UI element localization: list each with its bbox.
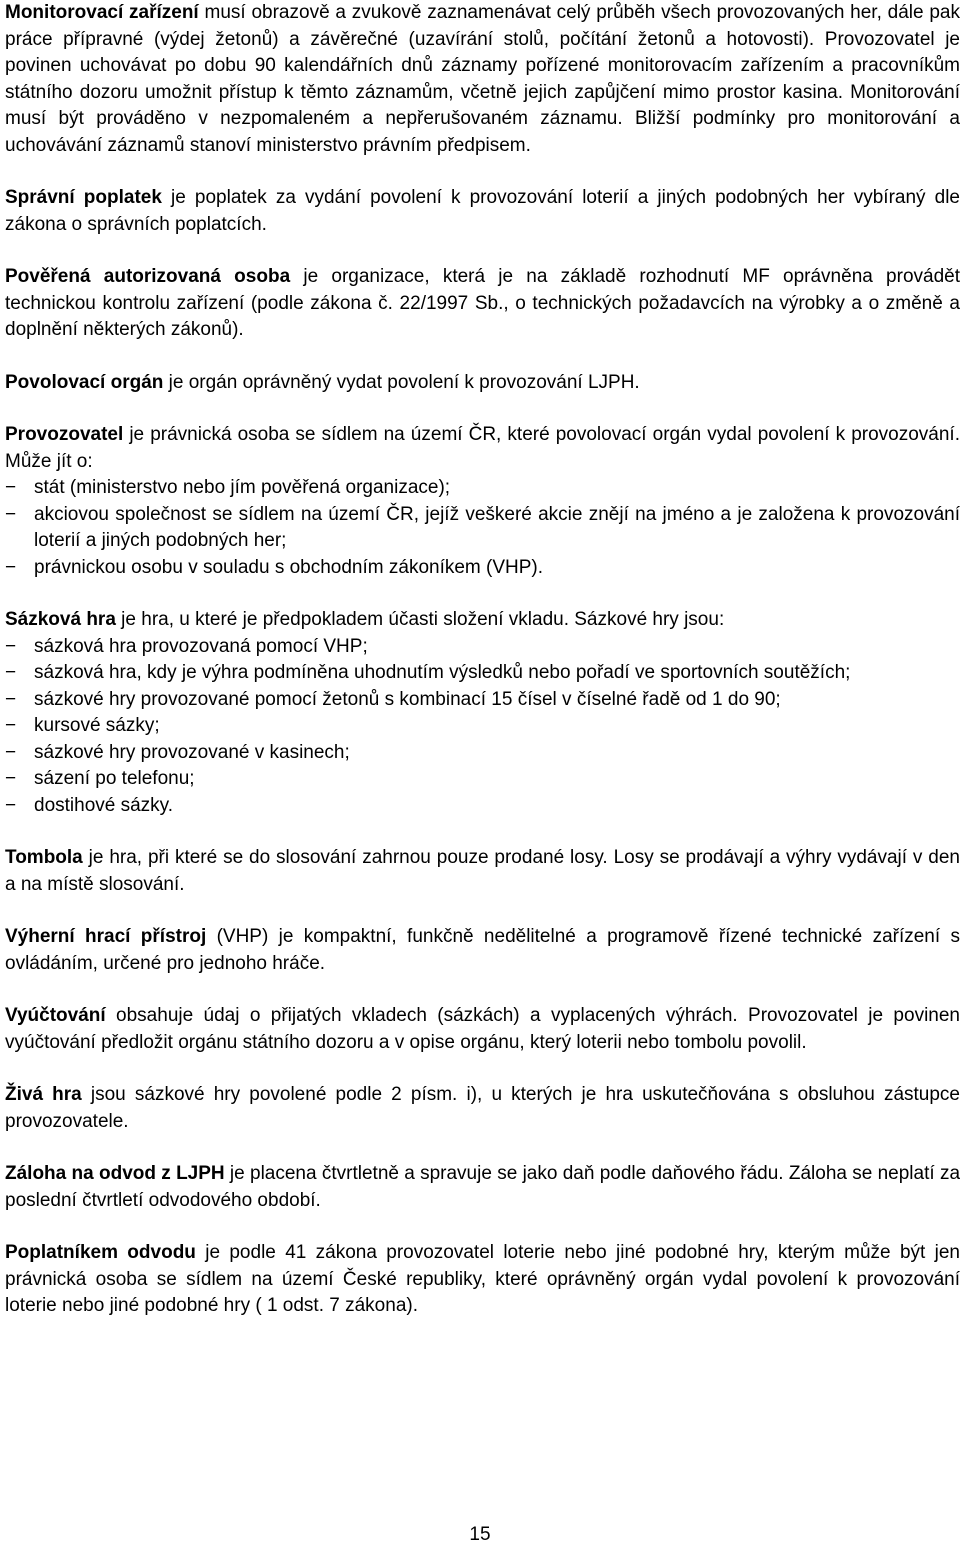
list-item-text: sázkové hry provozované v kasinech; xyxy=(34,741,350,763)
list-sazkove-hry xyxy=(5,634,960,820)
list-item-text: kursové sázky; xyxy=(34,715,160,736)
list-item-text: stát (ministerstvo nebo jím pověřená organizace); xyxy=(34,477,451,498)
definition-text: je hra, při které se do slosování zahrnou pouze prodané losy. Losy se prodávají a výhry vydávají v den a na místě slosování. xyxy=(5,847,960,895)
definition-text: jsou sázkové hry povolené podle 2 písm. i), u kterých je hra uskutečňována s obsluhou zástupce provozovatele. xyxy=(5,1084,960,1132)
definition-text: je podle 41 zákona provozovatel loterie nebo jiné podobné hry, kterým může být jen právnická osoba se sídlem na území České republiky, které oprávněný orgán vydal povolení k provozování loterie nebo jiné podobné hry ( 1 odst. 7 zákona). xyxy=(5,1242,960,1316)
dash-bullet: − xyxy=(5,503,17,525)
dash-bullet: − xyxy=(5,741,17,763)
dash-bullet: − xyxy=(5,768,17,789)
list-item xyxy=(5,687,960,714)
definition-text: je hra, u které je předpokladem účasti složení vkladu. Sázkové hry jsou: xyxy=(115,609,725,630)
paragraph-povolovaci-organ xyxy=(5,370,960,397)
paragraph-monitorovaci-zarizeni xyxy=(5,0,960,159)
dash-bullet: − xyxy=(5,715,17,736)
list-item xyxy=(5,740,960,767)
paragraph-sazkova-hra xyxy=(5,607,960,634)
paragraph-poverena-autorizovana-osoba xyxy=(5,264,960,344)
definition-text: je organizace, která je na základě rozhodnutí MF oprávněna provádět technickou kontrolu zařízení (podle zákona č. 22/1997 Sb., o technických požadavcích na výrobky a o změně a doplnění některých zákonů). xyxy=(5,266,960,340)
definition-text: je poplatek za vydání povolení k provozování loterií a jiných podobných her vybíraný dle zákona o správních poplatcích. xyxy=(5,187,960,235)
dash-bullet: − xyxy=(5,556,17,578)
list-item-text: sázková hra provozovaná pomocí VHP; xyxy=(34,635,368,657)
list-item xyxy=(5,555,960,582)
term: Provozovatel xyxy=(5,424,124,445)
page-number: 15 xyxy=(469,1524,491,1545)
dash-bullet: − xyxy=(5,635,17,657)
paragraph-vyuctovani xyxy=(5,1003,960,1056)
dash-bullet: − xyxy=(5,794,17,816)
term: Vyúčtování xyxy=(5,1005,106,1026)
term: Záloha na odvod z LJPH xyxy=(5,1163,225,1184)
term: Pověřená autorizovaná osoba xyxy=(5,266,291,287)
list-item-text: sázení po telefonu; xyxy=(34,768,195,789)
term: Monitorovací zařízení xyxy=(5,2,199,23)
dash-bullet: − xyxy=(5,688,17,710)
list-item-text: právnickou osobu v souladu s obchodním zákoníkem (VHP). xyxy=(34,556,544,578)
definition-text: (VHP) je kompaktní, funkčně nedělitelné a programově řízené technické zařízení s ovládáním, určené pro jednoho hráče. xyxy=(5,926,960,974)
definition-text: obsahuje údaj o přijatých vkladech (sázkách) a vyplacených výhrách. Provozovatel je povinen vyúčtování předložit orgánu státního dozoru a v opise orgánu, který loterii nebo tombolu povolil. xyxy=(5,1005,960,1053)
list-item xyxy=(5,793,960,820)
paragraph-tombola xyxy=(5,845,960,898)
term: Výherní hrací přístroj xyxy=(5,926,207,947)
paragraph-spravni-poplatek xyxy=(5,185,960,238)
document-page xyxy=(5,0,960,1320)
definition-text: je placena čtvrtletně a spravuje se jako daň podle daňového řádu. Záloha se neplatí za poslední čtvrtletí odvodového období. xyxy=(5,1163,960,1211)
list-item xyxy=(5,660,960,687)
list-item-text: sázková hra, kdy je výhra podmíněna uhodnutím výsledků nebo pořadí ve sportovních soutěžích; xyxy=(34,662,851,683)
paragraph-ziva-hra xyxy=(5,1082,960,1135)
paragraph-vyherni-hraci-pristroj xyxy=(5,924,960,977)
paragraph-poplatnikem-odvodu xyxy=(5,1240,960,1320)
term: Živá hra xyxy=(5,1084,82,1105)
term: Poplatníkem odvodu xyxy=(5,1242,196,1263)
term: Správní poplatek xyxy=(5,187,162,208)
dash-bullet: − xyxy=(5,662,17,683)
list-item-text: dostihové sázky. xyxy=(34,794,174,816)
paragraph-provozovatel xyxy=(5,422,960,475)
list-item xyxy=(5,766,960,793)
term: Povolovací orgán xyxy=(5,371,164,393)
definition-text: musí obrazově a zvukově zaznamenávat celý průběh všech provozovaných her, dále pak práce přípravné (výdej žetonů) a závěrečné (uzavírání stolů, počítání žetonů a hotovosti). Provozovatel je povinen uchovávat po dobu 90 kalendářních dnů záznamy pořízené monitorovacím zařízením a pracovníkům státního dozoru umožnit přístup k těmto záznamům, včetně jejich zapůjčení mimo prostor kasina. Monitorování musí být prováděno v nezpomaleném a nepřerušovaném záznamu. Bližší podmínky pro monitorování a uchovávání záznamů stanoví ministerstvo právním předpisem. xyxy=(5,2,960,156)
list-item xyxy=(5,475,960,502)
term: Tombola xyxy=(5,847,83,868)
dash-bullet: − xyxy=(5,477,17,498)
definition-text: je orgán oprávněný vydat povolení k provozování LJPH. xyxy=(163,371,640,393)
list-provozovatel xyxy=(5,475,960,581)
list-item xyxy=(5,713,960,740)
list-item xyxy=(5,634,960,661)
list-item-text: akciovou společnost se sídlem na území ČR, jejíž veškeré akcie znějí na jméno a je založena k provozování loterií a jiných podobných her; xyxy=(34,503,960,551)
definition-text: je právnická osoba se sídlem na území ČR, které povolovací orgán vydal povolení k provozování. Může jít o: xyxy=(5,424,960,472)
list-item xyxy=(5,502,960,555)
term: Sázková hra xyxy=(5,609,116,630)
paragraph-zaloha-na-odvod xyxy=(5,1161,960,1214)
list-item-text: sázkové hry provozované pomocí žetonů s kombinací 15 čísel v číselné řadě od 1 do 90; xyxy=(34,688,781,710)
